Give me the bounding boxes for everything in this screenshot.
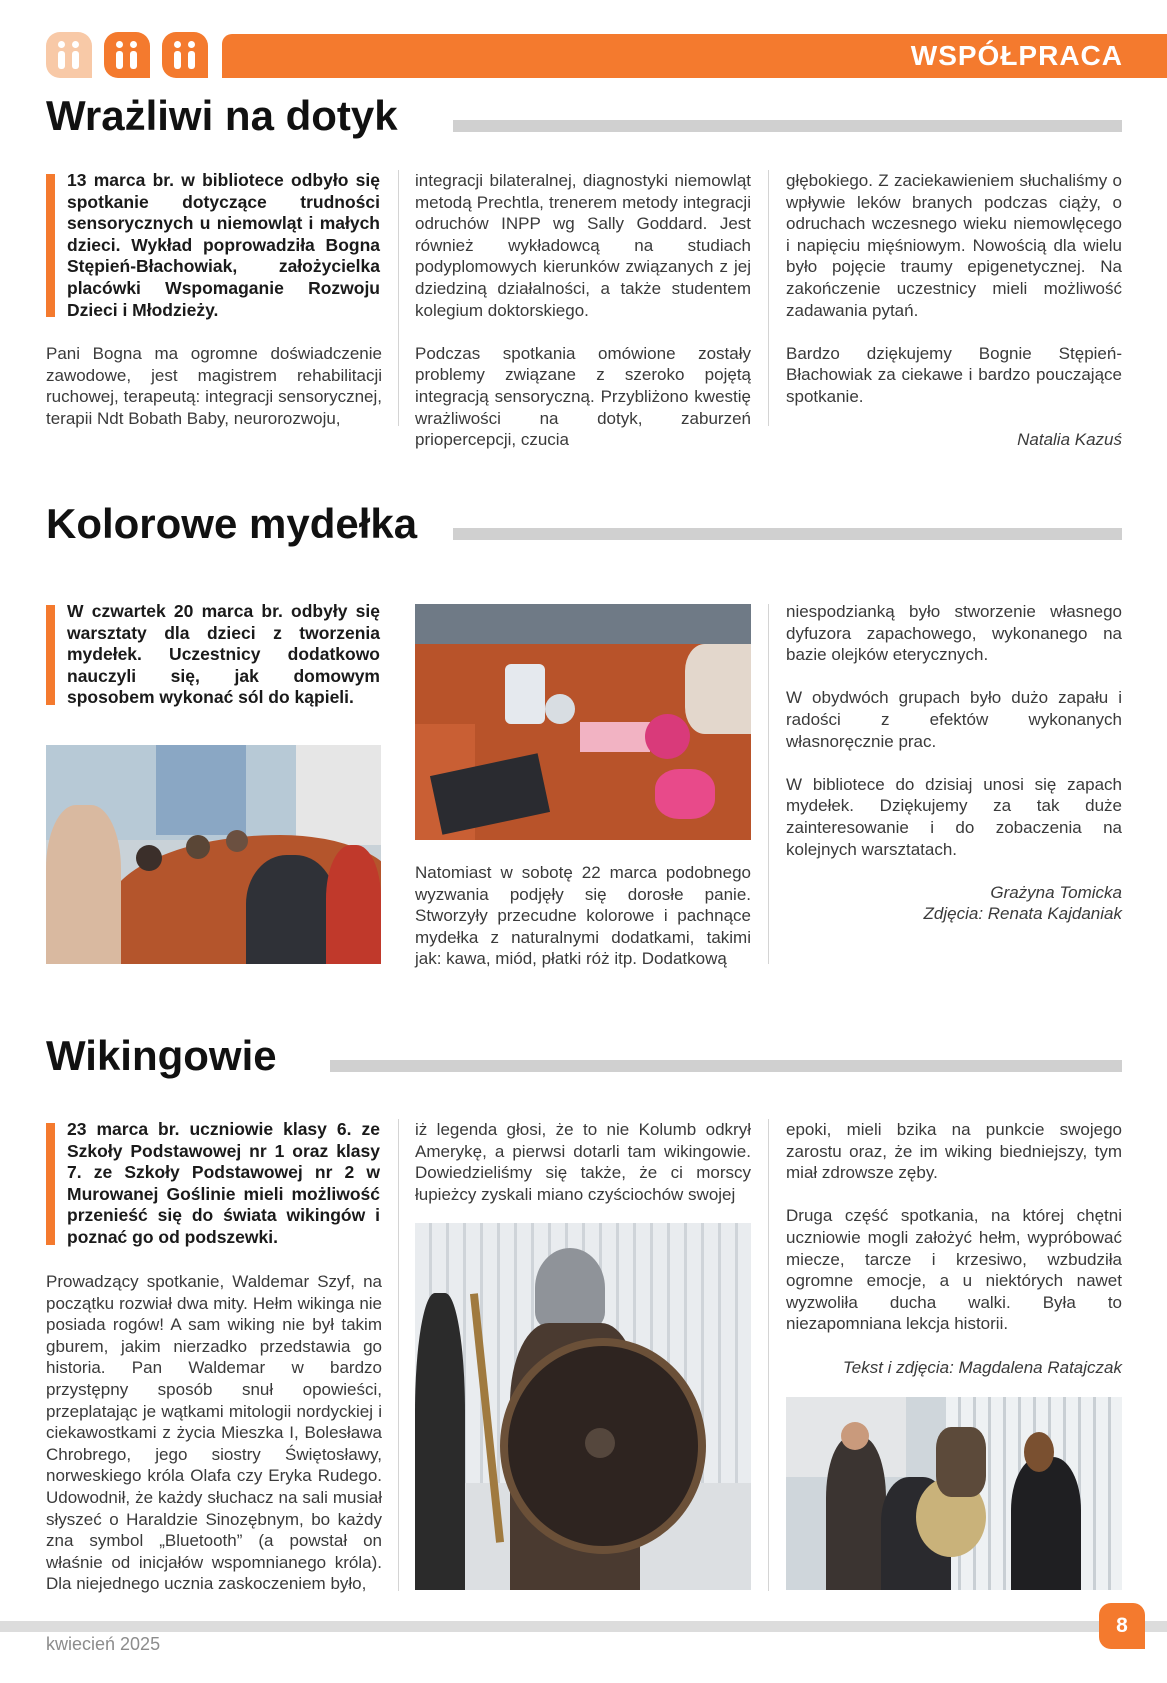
paragraph: Natomiast w sobotę 22 marca podobnego wyzwania podjęły się dorosłe panie. Stworzyły przecudne kolorowe i pachnące mydełka z naturalnymi dodatkami, takimi jak: kawa, miód, płatki róż itp. Dodatkową [415, 863, 751, 969]
column-divider [768, 1119, 769, 1591]
section-label: WSPÓŁPRACA [910, 40, 1123, 71]
photo-children-workshop [46, 745, 381, 964]
lead-text: 23 marca br. uczniowie klasy 6. ze Szkoły Podstawowej nr 1 oraz klasy 7. ze Szkoły Podstawowej nr 2 w Murowanej Goślinie mieli możliwość przenieść się do świata wikingów i poznać go od podszewki. [67, 1119, 380, 1247]
paragraph: Pani Bogna ma ogromne doświadczenie zawodowe, jest magistrem rehabilitacji ruchowej, terapeutą: integracji sensorycznej, terapii Ndt Bobath Baby, neurorozwoju, [46, 344, 382, 428]
title-rule [453, 120, 1122, 132]
column-divider [768, 604, 769, 964]
text-column [415, 1119, 751, 1227]
article-title: Wrażliwi na dotyk [46, 92, 398, 139]
lead-text: 13 marca br. w bibliotece odbyło się spotkanie dotyczące trudności sensorycznych u niemowląt i małych dzieci. Wykład poprowadziła Bogna Stępień-Błachowiak, założycielka placówki Wspomaganie Rozwoju Dzieci i Młodzieży. [67, 170, 380, 320]
paragraph: Druga część spotkania, na której chętni uczniowie mogli założyć hełm, wypróbować miecze, tarcze i krzesiwo, wzbudziła ogromne emocje, a u niektórych nawet wyzwoliła ducha walki. Była to niezapomniana lekcja historii. [786, 1206, 1122, 1334]
article-lead [46, 1119, 380, 1249]
column-divider [768, 170, 769, 426]
lead-accent-bar [46, 174, 55, 317]
text-column [46, 343, 382, 451]
signature-photos: Zdjęcia: Renata Kajdaniak [923, 904, 1122, 924]
logo-icon [162, 32, 208, 78]
text-column [415, 170, 751, 472]
page-number: 8 [1099, 1603, 1145, 1649]
paragraph: iż legenda głosi, że to nie Kolumb odkrył Amerykę, a pierwsi dotarli tam wikingowie. Dowiedzieliśmy się także, że ci morscy łupieżcy zyskali miano czyściochów swojej [415, 1120, 751, 1204]
lead-text: W czwartek 20 marca br. odbyły się warsztaty dla dzieci z tworzenia mydełek. Uczestnicy dodatkowo nauczyli się, jak domowym sposobem wykonać sól do kąpieli. [67, 601, 380, 708]
signature-author: Grażyna Tomicka [990, 882, 1122, 902]
article-lead [46, 601, 380, 709]
paragraph: integracji bilateralnej, diagnostyki niemowląt metodą Prechtla, trenerem metody integracji odruchów INPP wg Sally Goddard. Jest również wykładowcą na studiach podyplomowych kierunków związanych z jej dziedziną działalności, a także studentem kolegium doktorskiego. [415, 171, 751, 320]
text-column [786, 1119, 1122, 1378]
paragraph: Prowadzący spotkanie, Waldemar Szyf, na początku rozwiał dwa mity. Hełm wikinga nie posiada rogów! A sam wiking nie był takim gburem, jakim nierzadko przedstawia go historia. Pan Waldemar w bardzo przystępny sposób snuł opowieści, przeplatając je wątkami mitologii nordyckiej i ciekawostkami z życia Mieszka I, Bolesława Chrobrego, jego siostry Świętosławy, norweskiego króla Olafa czy Eryka Rudego. Udowodnił, że każdy słuchacz na sali musiał słyszeć o Haraldzie Sinozębnym, bo każdy zna symbol „Bluetooth” (a powstał on właśnie od inicjałów wspomnianego króla). Dla niejednego ucznia zaskoczeniem było, [46, 1272, 382, 1594]
paragraph: epoki, mieli bzika na punkcie swojego zarostu oraz, że im wiking biedniejszy, tym miał zdrowsze zęby. [786, 1120, 1122, 1183]
footer-rule [0, 1621, 1167, 1632]
paragraph: Bardzo dziękujemy Bognie Stępień-Błachowiak za ciekawe i bardzo pouczające spotkanie. [786, 343, 1122, 406]
article-title: Kolorowe mydełka [46, 500, 418, 547]
text-column [415, 862, 751, 992]
lead-accent-bar [46, 605, 55, 705]
photo-viking-shield [415, 1223, 751, 1590]
text-column [786, 601, 1122, 925]
photo-soap-table [415, 604, 751, 840]
title-rule [330, 1060, 1122, 1072]
photo-students-viking-gear [786, 1397, 1122, 1590]
paragraph: Podczas spotkania omówione zostały problemy związane z szeroko pojętą integracją sensoryczną. Przybliżono kwestię wrażliwości na dotyk, zaburzeń priopercepcji, czucia [415, 343, 751, 450]
lead-accent-bar [46, 1123, 55, 1245]
paragraph: niespodzianką było stworzenie własnego dyfuzora zapachowego, wykonanego na bazie olejków eterycznych. [786, 602, 1122, 665]
text-column [786, 170, 1122, 451]
logo-icon [104, 32, 150, 78]
title-rule [453, 528, 1122, 540]
footer-date: kwiecień 2025 [46, 1634, 161, 1654]
logo-icon [46, 32, 92, 78]
article-lead [46, 170, 380, 321]
column-divider [398, 170, 399, 426]
paragraph: głębokiego. Z zaciekawieniem słuchaliśmy o wpływie leków branych podczas ciąży, o odruchach wczesnego wieku niemowlęcego i napięciu mięśniowym. Nowością dla wielu było pojęcie traumy epigenetycznej. Na zakończenie uczestnicy mieli możliwość zadawania pytań. [786, 171, 1122, 320]
paragraph: W bibliotece do dzisiaj unosi się zapach mydełek. Dziękujemy za tak duże zainteresowanie i do zobaczenia na kolejnych warsztatach. [786, 774, 1122, 859]
article-title: Wikingowie [46, 1032, 277, 1079]
paragraph: W obydwóch grupach było dużo zapału i radości z efektów wykonanych własnoręcznie prac. [786, 688, 1122, 751]
signature: Tekst i zdjęcia: Magdalena Ratajczak [842, 1357, 1122, 1377]
text-column [46, 1271, 382, 1617]
column-divider [398, 1119, 399, 1591]
signature: Natalia Kazuś [1017, 430, 1122, 450]
